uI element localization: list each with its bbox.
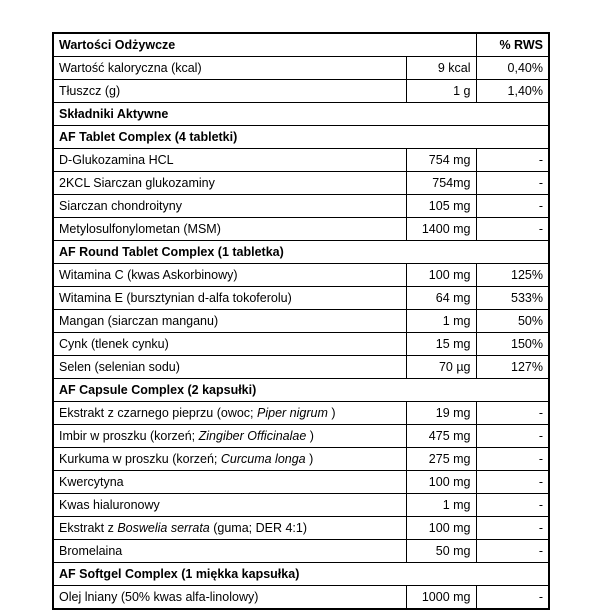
table-row xyxy=(53,195,549,218)
ingredient-rws: 533% xyxy=(476,287,549,310)
table-row xyxy=(53,333,549,356)
column-header-name: Wartości Odżywcze xyxy=(53,33,476,57)
section-header-row xyxy=(53,241,549,264)
column-header-rws: % RWS xyxy=(476,33,549,57)
ingredient-name: Wartość kaloryczna (kcal) xyxy=(53,57,406,80)
nutrition-facts-panel xyxy=(52,32,548,610)
table-row xyxy=(53,517,549,540)
table-row xyxy=(53,57,549,80)
ingredient-rws: - xyxy=(476,425,549,448)
section-header-label: AF Tablet Complex (4 tabletki) xyxy=(53,126,549,149)
ingredient-name-suffix: (guma; DER 4:1) xyxy=(209,521,308,535)
ingredient-rws: - xyxy=(476,218,549,241)
ingredient-name xyxy=(53,517,406,540)
table-row xyxy=(53,149,549,172)
ingredient-name xyxy=(53,402,406,425)
botanical-name: Piper nigrum xyxy=(257,406,328,420)
botanical-name: Boswelia serrata xyxy=(117,521,210,535)
ingredient-name: Kwas hialuronowy xyxy=(53,494,406,517)
ingredient-rws: - xyxy=(476,586,549,610)
ingredient-name: 2KCL Siarczan glukozaminy xyxy=(53,172,406,195)
ingredient-name-prefix: Imbir w proszku (korzeń; xyxy=(59,429,199,443)
table-row xyxy=(53,80,549,103)
ingredient-rws: 127% xyxy=(476,356,549,379)
ingredient-name: Selen (selenian sodu) xyxy=(53,356,406,379)
ingredient-amount: 754 mg xyxy=(406,149,476,172)
section-header-row xyxy=(53,103,549,126)
ingredient-name: Witamina C (kwas Askorbinowy) xyxy=(53,264,406,287)
ingredient-rws: - xyxy=(476,540,549,563)
ingredient-amount: 9 kcal xyxy=(406,57,476,80)
ingredient-rws: 125% xyxy=(476,264,549,287)
ingredient-name xyxy=(53,448,406,471)
table-row xyxy=(53,471,549,494)
ingredient-rws: 1,40% xyxy=(476,80,549,103)
ingredient-name: D-Glukozamina HCL xyxy=(53,149,406,172)
ingredient-amount: 275 mg xyxy=(406,448,476,471)
ingredient-rws: - xyxy=(476,471,549,494)
table-header-row xyxy=(53,33,549,57)
ingredient-amount: 19 mg xyxy=(406,402,476,425)
table-row xyxy=(53,356,549,379)
ingredient-rws: - xyxy=(476,402,549,425)
ingredient-amount: 754mg xyxy=(406,172,476,195)
ingredient-amount: 100 mg xyxy=(406,264,476,287)
table-row xyxy=(53,448,549,471)
ingredient-amount: 70 µg xyxy=(406,356,476,379)
ingredient-name-suffix: ) xyxy=(306,429,314,443)
ingredient-amount: 100 mg xyxy=(406,517,476,540)
ingredient-rws: - xyxy=(476,494,549,517)
table-row xyxy=(53,540,549,563)
table-row xyxy=(53,402,549,425)
ingredient-name: Mangan (siarczan manganu) xyxy=(53,310,406,333)
section-header-row xyxy=(53,563,549,586)
ingredient-rws: - xyxy=(476,149,549,172)
section-header-row xyxy=(53,126,549,149)
ingredient-amount: 100 mg xyxy=(406,471,476,494)
ingredient-amount: 1000 mg xyxy=(406,586,476,610)
section-header-label: Składniki Aktywne xyxy=(53,103,549,126)
table-body xyxy=(53,33,549,609)
ingredient-name: Metylosulfonylometan (MSM) xyxy=(53,218,406,241)
ingredient-amount: 1400 mg xyxy=(406,218,476,241)
ingredient-amount: 1 mg xyxy=(406,310,476,333)
table-row xyxy=(53,287,549,310)
ingredient-amount: 475 mg xyxy=(406,425,476,448)
ingredient-name xyxy=(53,425,406,448)
table-row xyxy=(53,494,549,517)
table-row xyxy=(53,172,549,195)
ingredient-name-prefix: Ekstrakt z xyxy=(59,521,118,535)
ingredient-name: Tłuszcz (g) xyxy=(53,80,406,103)
botanical-name: Zingiber Officinalae xyxy=(198,429,307,443)
ingredient-name: Siarczan chondroityny xyxy=(53,195,406,218)
section-header-row xyxy=(53,379,549,402)
ingredient-name-prefix: Ekstrakt z czarnego pieprzu (owoc; xyxy=(59,406,257,420)
ingredient-amount: 15 mg xyxy=(406,333,476,356)
ingredient-rws: 0,40% xyxy=(476,57,549,80)
ingredient-name: Cynk (tlenek cynku) xyxy=(53,333,406,356)
ingredient-name-prefix: Kurkuma w proszku (korzeń; xyxy=(59,452,221,466)
ingredient-amount: 1 mg xyxy=(406,494,476,517)
ingredient-name: Kwercytyna xyxy=(53,471,406,494)
ingredient-amount: 64 mg xyxy=(406,287,476,310)
table-row xyxy=(53,310,549,333)
botanical-name: Curcuma longa xyxy=(220,452,306,466)
ingredient-rws: - xyxy=(476,517,549,540)
ingredient-rws: 150% xyxy=(476,333,549,356)
ingredient-rws: - xyxy=(476,448,549,471)
ingredient-amount: 1 g xyxy=(406,80,476,103)
ingredient-rws: - xyxy=(476,172,549,195)
ingredient-amount: 50 mg xyxy=(406,540,476,563)
ingredient-name-suffix: ) xyxy=(327,406,336,420)
ingredient-name: Bromelaina xyxy=(53,540,406,563)
ingredient-name: Olej lniany (50% kwas alfa-linolowy) xyxy=(53,586,406,610)
section-header-label: AF Softgel Complex (1 miękka kapsułka) xyxy=(53,563,549,586)
table-row xyxy=(53,586,549,610)
ingredient-name-suffix: ) xyxy=(305,452,314,466)
table-row xyxy=(53,264,549,287)
ingredient-name: Witamina E (bursztynian d-alfa tokoferolu) xyxy=(53,287,406,310)
section-header-label: AF Round Tablet Complex (1 tabletka) xyxy=(53,241,549,264)
table-row xyxy=(53,425,549,448)
ingredient-rws: - xyxy=(476,195,549,218)
nutrition-facts-table xyxy=(52,32,550,610)
ingredient-amount: 105 mg xyxy=(406,195,476,218)
table-row xyxy=(53,218,549,241)
section-header-label: AF Capsule Complex (2 kapsułki) xyxy=(53,379,549,402)
ingredient-rws: 50% xyxy=(476,310,549,333)
